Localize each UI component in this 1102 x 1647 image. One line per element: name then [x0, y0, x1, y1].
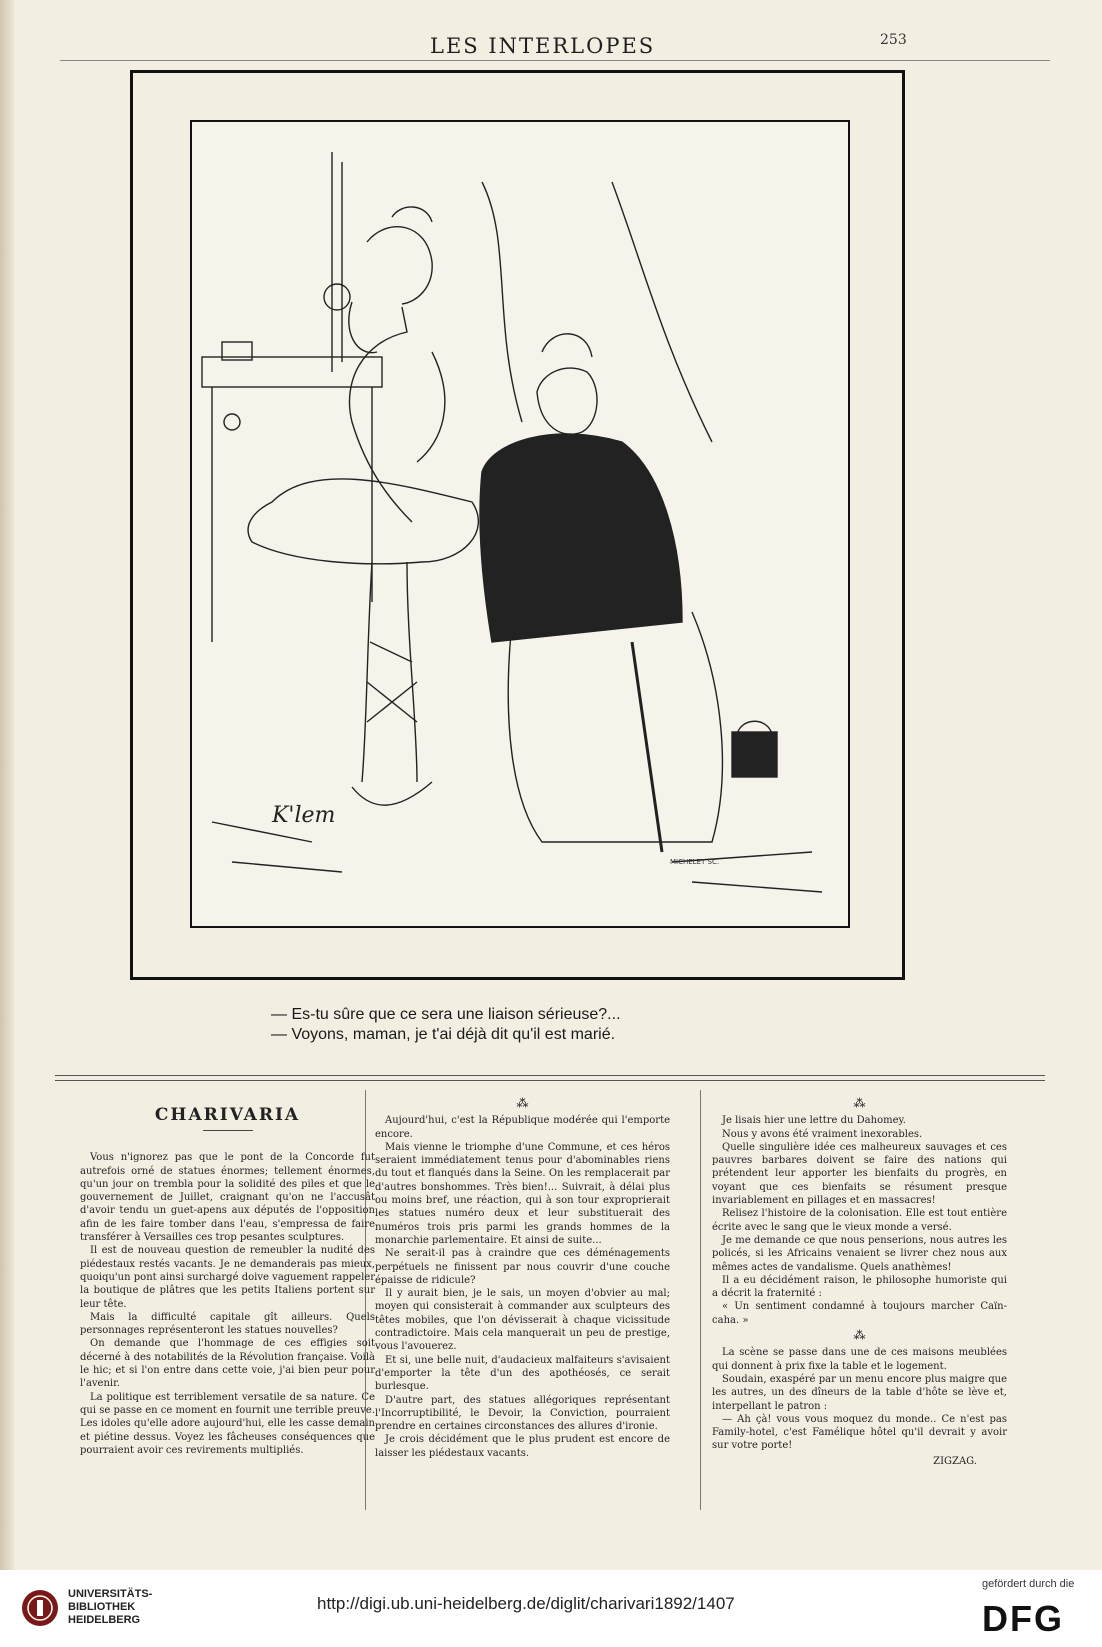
column-2-paragraphs [375, 1114, 670, 1460]
col3b-paragraph: Soudain, exaspéré par un menu encore plus maigre que les autres, un des dîneurs de la table d'hôte se lève et, interpellant le patron : [712, 1373, 1007, 1412]
col1-paragraph: La politique est terriblement versatile de sa nature. Ce qui se passe en ce moment en fournit une terrible preuve. Les idoles qu'elle adore aujourd'hui, elle les casse demain et piétine dessus. Voyez les fâcheuses conséquences que pourraient avoir ces revirements multipliés. [80, 1391, 375, 1456]
slipper-ribbons [367, 642, 417, 722]
university-seal-icon [20, 1588, 60, 1628]
col3a-paragraph: Nous y avons été vraiment inexorables. [722, 1128, 923, 1140]
artist-signature: K'lem [272, 803, 336, 828]
drapery-right [612, 182, 712, 442]
header-rule [60, 60, 1050, 61]
umbrella [632, 642, 662, 852]
dancer-tutu [248, 479, 478, 564]
handbag [732, 732, 777, 777]
cartoon-illustration [192, 122, 848, 926]
col2-paragraph: Il y aurait bien, je le sais, un moyen d'obvier au mal; moyen qui consisterait à commander aux sculpteurs des têtes mobiles, que l'on dévisserait à chaque vicissitude contradictoire. Mais cela manquerait un peu de prestige, vous l'avouerez. [375, 1288, 670, 1353]
dancer-raised-arm [349, 302, 377, 353]
section-divider [55, 1075, 1045, 1076]
col2-paragraph: D'autre part, des statues allégoriques représentant l'Incorruptibilité, le Devoir, la Conviction, pourraient prendre en certaines circonstances des allures d'ironie. [375, 1394, 670, 1433]
mother-face [537, 368, 597, 434]
page-number: 253 [880, 32, 907, 48]
title-rule [203, 1130, 253, 1131]
dancer-head [367, 227, 432, 304]
col2-paragraph: Ne serait-il pas à craindre que ces déménagements perpétuels ne finissent par nous couvrir d'une couche épaisse de ridicule? [375, 1248, 670, 1286]
col2-paragraph: Je crois décidément que le plus prudent est encore de laisser les piédestaux vacants. [375, 1434, 670, 1459]
col2-paragraph: Mais vienne le triomphe d'une Commune, et ces héros seraient immédiatement tenus pour d'abominables riens du tout et flanqués dans la Seine. On les remplacerait par d'autres bonshommes. Très bien!... Suivrait, à délai plus ou moins bref, une réaction, qui à son tour exproprierait les statues numéro deux et leur substituerait des numéros trois pris parmi les grands hommes de la monarchie parlementaire. Et ainsi de suite... [375, 1141, 670, 1246]
column-3-paragraphs-a [712, 1114, 1007, 1327]
dancer-hair [392, 207, 432, 222]
mother-skirt [508, 612, 722, 842]
article-column-3 [712, 1095, 1007, 1468]
asterism: ⁂ [516, 1096, 529, 1110]
funding-label: gefördert durch die [982, 1578, 1075, 1590]
col3a-paragraph: Relisez l'histoire de la colonisation. Elle est tout entière écrite avec le sang que le vieux monde a versé. [712, 1208, 1007, 1233]
library-name-line-1: UNIVERSITÄTS- [68, 1588, 153, 1600]
illustration-frame [190, 120, 850, 928]
running-head-title: LES INTERLOPES [430, 34, 656, 58]
column-1-paragraphs [80, 1151, 375, 1457]
col3a-paragraph: Je lisais hier une lettre du Dahomey. [722, 1115, 906, 1127]
asterism: ⁂ [853, 1096, 866, 1110]
engraver-credit: MICHELET SC. [670, 858, 720, 866]
dancer-slipper [352, 782, 432, 805]
col3a-paragraph: Quelle singulière idée ces malheureux sauvages et ces pauvres barbares doivent se faire des nations qui prétendent leur apporter les bienfaits du progrès, en voyant que ces bienfaits se résument presque invariablement en pillages et en massacres! [712, 1141, 1007, 1207]
digitization-footer [0, 1570, 1102, 1647]
ball-in-hand [324, 284, 350, 310]
window-frame-lines [332, 152, 342, 372]
col1-paragraph: On demande que l'hommage de ces effigies soit décerné à des notabilités de la Révolution française. Voilà le hic; et si l'on entre dans cette voie, j'ai bien peur pour l'avenir. [80, 1338, 375, 1390]
col1-paragraph: Vous n'ignorez pas que le pont de la Concorde fut autrefois orné de statues énormes; tellement énormes, qu'un jour on trembla pour la solidité des piles et que le gouvernement de Juillet, craignant qu'on ne l'accusât d'avoir tendu un guet-apens aux députés de l'opposition afin de les faire tomber dans l'eau, s'empressa de faire transférer à Versailles ces trop pesantes sculptures. [80, 1152, 375, 1244]
drapery-left [482, 182, 522, 422]
article-title: CHARIVARIA [154, 1105, 301, 1125]
col3a-paragraph: Je me demande ce que nous penserions, nous autres les policés, si les Africains venaient se livrer chez nous aux mêmes actes de vandalisme. Quels anathèmes! [712, 1234, 1007, 1273]
lamp-globe [224, 414, 240, 430]
dancer-hip-arm [417, 352, 445, 462]
col3b-paragraph: La scène se passe dans une de ces maisons meublées qui donnent à prix fixe la table et le logement. [712, 1347, 1007, 1372]
col2-paragraph: Et si, une belle nuit, d'audacieux malfaiteurs s'avisaient d'emporter la tête d'un des apothéosés, ce serait burlesque. [375, 1354, 670, 1393]
dressing-table-legs [212, 387, 372, 642]
library-name [68, 1588, 152, 1627]
dfg-logo: DFG [982, 1598, 1064, 1639]
col1-paragraph: Il est de nouveau question de remeubler la nudité des piédestaux restés vacants. Je ne demanderais pas mieux, quoiqu'un pont ainsi surchargé doive vaguement rappeler la boutique de plâtres que les petits Italiens portent sur leur tête. [80, 1245, 375, 1310]
ground-hatching [212, 822, 822, 892]
library-name-line-3: HEIDELBERG [68, 1614, 141, 1626]
col1-paragraph: Mais la difficulté capitale gît ailleurs. Quels personnages représenteront les statues nouvelles? [80, 1311, 375, 1337]
dancer-legs [362, 562, 417, 782]
asterism-2: ⁂ [853, 1328, 866, 1343]
article-column-1 [80, 1095, 375, 1457]
caption-line-1: — Es-tu sûre que ce sera une liaison sérieuse?... [271, 1006, 621, 1023]
library-name-line-2: BIBLIOTHEK [68, 1601, 136, 1613]
article-signature: ZIGZAG. [933, 1455, 977, 1467]
article-column-2 [375, 1095, 670, 1460]
column-rule-2 [700, 1090, 701, 1510]
running-head [0, 34, 1102, 58]
col3a-paragraph: Il a eu décidément raison, le philosophe humoriste qui a décrit la fraternité : [712, 1274, 1007, 1300]
column-3-paragraphs-b [712, 1346, 1007, 1452]
col2-paragraph: Aujourd'hui, c'est la République modérée qui l'emporte encore. [375, 1115, 670, 1140]
dancer-torso [349, 307, 412, 522]
caption-line-2: — Voyons, maman, je t'ai déjà dit qu'il est marié. [271, 1026, 616, 1043]
col3b-paragraph: — Ah çà! vous vous moquez du monde.. Ce n'est pas Family-hotel, c'est Famélique hôtel qu'il devrait y avoir sur votre porte! [712, 1413, 1007, 1452]
permalink-url[interactable]: http://digi.ub.uni-heidelberg.de/diglit/charivari1892/1407 [317, 1594, 735, 1613]
cartoon-caption [271, 1005, 831, 1045]
page-gutter [0, 0, 14, 1570]
col3a-paragraph: « Un sentiment condamné à toujours marcher Caïn-caha. » [712, 1301, 1007, 1326]
mother-bonnet [542, 334, 592, 357]
mother-cape [480, 434, 682, 642]
section-divider-lower [55, 1080, 1045, 1081]
